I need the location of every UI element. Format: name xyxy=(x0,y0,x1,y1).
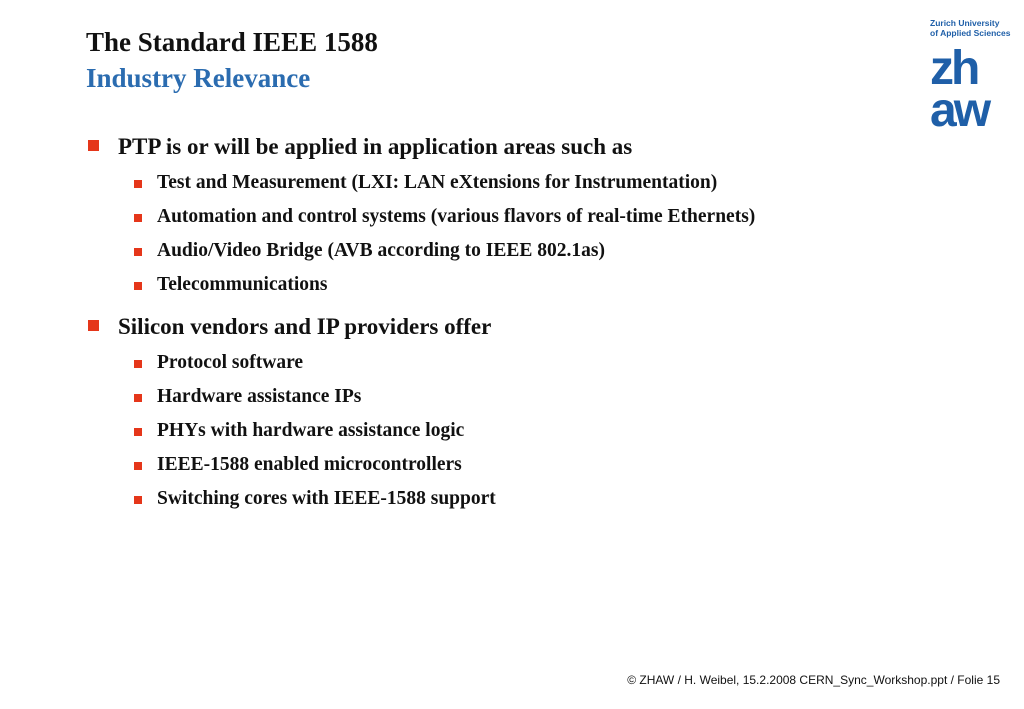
sub-bullet-list-offers xyxy=(86,346,755,516)
sub-bullet-text: Hardware assistance IPs xyxy=(157,386,362,407)
sub-bullet-text: Protocol software xyxy=(157,352,304,373)
sub-bullet-item xyxy=(86,482,755,516)
bullet-square-icon xyxy=(134,360,142,368)
bullet-square-icon xyxy=(134,248,142,256)
sub-bullet-item xyxy=(86,200,755,234)
bullet-square-icon xyxy=(88,320,99,331)
sub-bullet-text: Test and Measurement (LXI: LAN eXtensions for Instrumentation) xyxy=(157,172,718,193)
sub-bullet-item xyxy=(86,414,755,448)
bullet-ptp-applications xyxy=(86,132,755,162)
sub-bullet-item xyxy=(86,166,755,200)
sub-bullet-text: PHYs with hardware assistance logic xyxy=(157,420,465,441)
sub-bullet-item xyxy=(86,268,755,302)
slide-title: The Standard IEEE 1588 xyxy=(86,27,378,57)
sub-bullet-list-applications xyxy=(86,166,755,302)
slide-subtitle: Industry Relevance xyxy=(86,63,311,93)
sub-list-container xyxy=(86,346,755,516)
bullet-square-icon xyxy=(134,282,142,290)
page-number: 15 xyxy=(986,673,1000,687)
sub-bullet-item xyxy=(86,380,755,414)
sub-list-container xyxy=(86,166,755,302)
bullet-square-icon xyxy=(134,462,142,470)
bullet-square-icon xyxy=(88,140,99,151)
university-name xyxy=(930,18,1010,38)
sub-bullet-item xyxy=(86,234,755,268)
sub-bullet-text: Automation and control systems (various flavors of real-time Ethernets) xyxy=(157,206,756,227)
logo-wordmark-top: zh xyxy=(930,46,978,95)
slide-footer xyxy=(627,673,1000,687)
sub-bullet-text: Telecommunications xyxy=(157,274,328,295)
sub-bullet-text: Audio/Video Bridge (AVB according to IEEE 802.1as) xyxy=(157,240,605,261)
bullet-square-icon xyxy=(134,428,142,436)
footer-credit: © ZHAW / H. Weibel, 15.2.2008 CERN_Sync_Workshop.ppt / Folie xyxy=(627,673,984,687)
logo-wordmark-bottom: aw xyxy=(930,84,989,130)
university-name-line1: Zurich University xyxy=(930,18,1000,28)
sub-bullet-item xyxy=(86,346,755,380)
university-name-line2: of Applied Sciences xyxy=(930,28,1011,38)
sub-bullet-text: IEEE-1588 enabled microcontrollers xyxy=(157,454,462,475)
zhaw-logo xyxy=(928,46,1008,130)
bullet-square-icon xyxy=(134,394,142,402)
bullet-silicon-vendors xyxy=(86,312,755,342)
sub-bullet-text: Switching cores with IEEE-1588 support xyxy=(157,488,496,509)
spacer xyxy=(86,302,755,312)
bullet-list xyxy=(86,132,755,516)
bullet-square-icon xyxy=(134,496,142,504)
bullet-square-icon xyxy=(134,180,142,188)
sub-bullet-item xyxy=(86,448,755,482)
bullet-text: Silicon vendors and IP providers offer xyxy=(118,314,492,339)
bullet-square-icon xyxy=(134,214,142,222)
bullet-text: PTP is or will be applied in application areas such as xyxy=(118,134,633,159)
